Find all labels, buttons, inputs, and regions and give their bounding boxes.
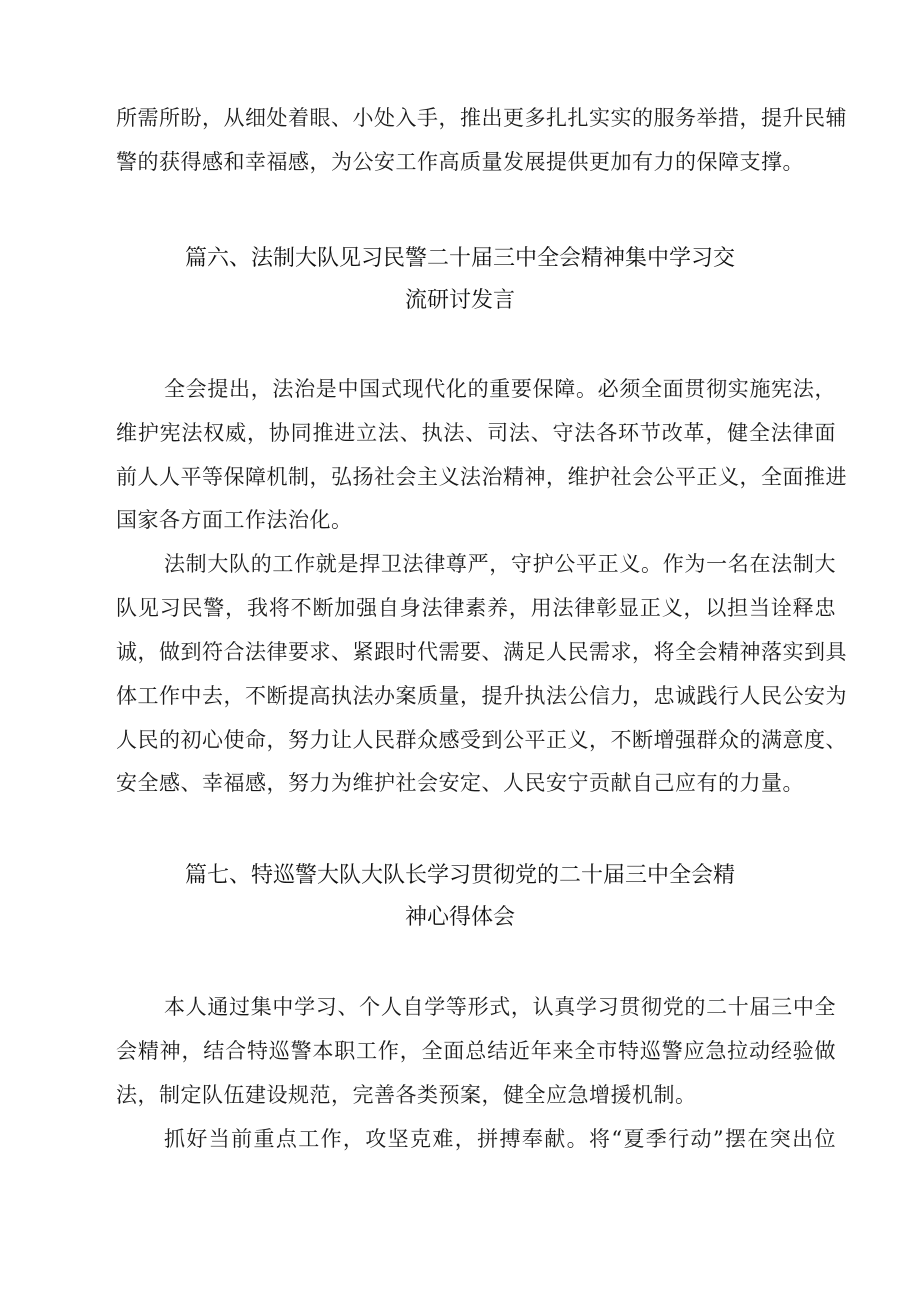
section6-title-line-1: 篇六、法制大队见习民警二十届三中全会精神集中学习交	[184, 246, 735, 271]
section6-para1-line-4: 国家各方面工作法治化。	[116, 508, 353, 532]
section7-para1-line-3: 法，制定队伍建设规范，完善各类预案，健全应急增援机制。	[116, 1083, 697, 1107]
section7-title-line-1: 篇七、特巡警大队大队长学习贯彻党的二十届三中全会精	[184, 863, 735, 888]
section6-para2-line-4: 体工作中去，不断提高执法办案质量，提升执法公信力，忠诚践行人民公安为	[116, 684, 847, 708]
section6-title-line-2: 流研讨发言	[404, 288, 515, 313]
intro-line-1: 所需所盼，从细处着眼、小处入手，推出更多扎扎实实的服务举措，提升民辅	[116, 106, 847, 130]
section6-para2-line-2: 队见习民警，我将不断加强自身法律素养，用法律彰显正义，以担当诠释忠	[116, 596, 836, 620]
section6-para1-line-3: 前人人平等保障机制，弘扬社会主义法治精神，维护社会公平正义，全面推进	[116, 465, 847, 489]
section7-para1-line-2: 会精神，结合特巡警本职工作，全面总结近年来全市特巡警应急拉动经验做	[116, 1039, 836, 1063]
section6-para2-line-1: 法制大队的工作就是捍卫法律尊严，守护公平正义。作为一名在法制大	[164, 552, 836, 576]
section7-para2-line-1: 抓好当前重点工作，攻坚克难，拼搏奉献。将“夏季行动”摆在突出位	[164, 1127, 836, 1151]
intro-line-2: 警的获得感和幸福感，为公安工作高质量发展提供更加有力的保障支撑。	[116, 150, 804, 174]
section7-para1-line-1: 本人通过集中学习、个人自学等形式，认真学习贯彻党的二十届三中全	[164, 995, 836, 1019]
section6-para2-line-6: 安全感、幸福感，努力为维护社会安定、人民安宁贡献自己应有的力量。	[116, 771, 804, 795]
section6-para2-line-3: 诚，做到符合法律要求、紧跟时代需要、满足人民需求，将全会精神落实到具	[116, 640, 847, 664]
section6-para2-line-5: 人民的初心使命，努力让人民群众感受到公平正义，不断增强群众的满意度、	[116, 728, 847, 752]
section7-title-line-2: 神心得体会	[404, 905, 515, 930]
section6-para1-line-2: 维护宪法权威，协同推进立法、执法、司法、守法各环节改革，健全法律面	[116, 421, 836, 445]
section6-para1-line-1: 全会提出，法治是中国式现代化的重要保障。必须全面贯彻实施宪法，	[164, 377, 836, 401]
